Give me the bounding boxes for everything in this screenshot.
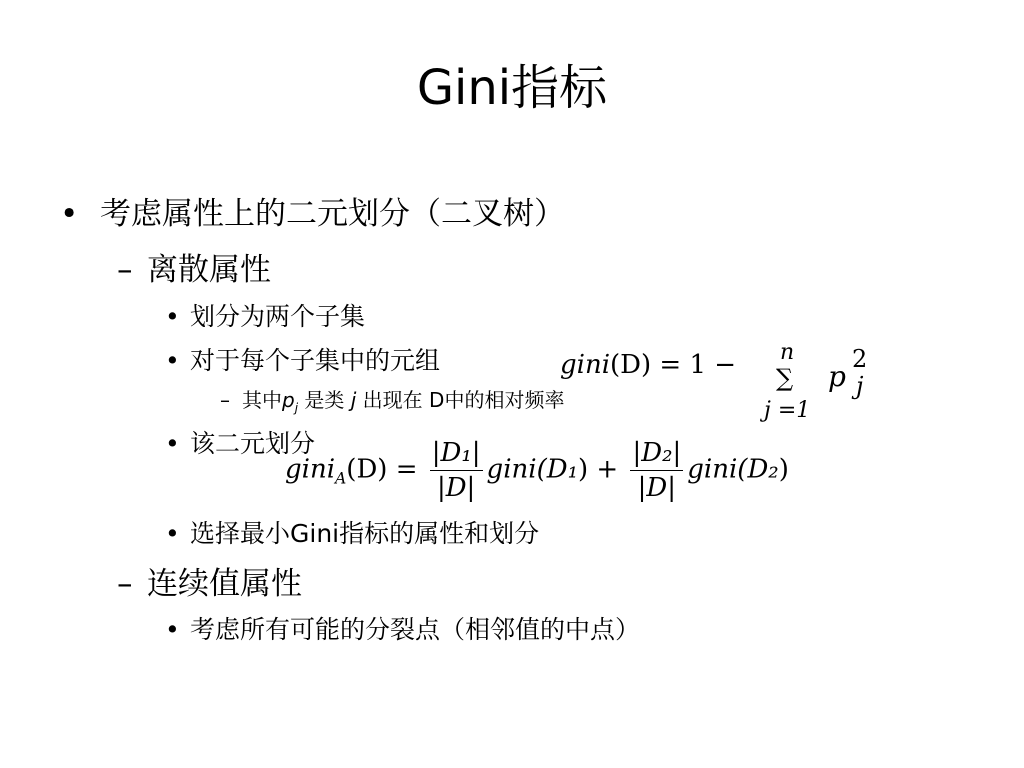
bullet-text: 考虑所有可能的分裂点（相邻值的中点） bbox=[190, 615, 641, 644]
formula-arg: (D) = bbox=[346, 454, 426, 485]
bullet-marker: • bbox=[165, 302, 180, 331]
text-pre: 其中 bbox=[242, 388, 282, 412]
formula-plus: ) + bbox=[578, 454, 627, 485]
bullet-marker: • bbox=[165, 519, 180, 548]
var-j-sub: j bbox=[294, 401, 299, 415]
bullet-text: 连续值属性 bbox=[147, 566, 302, 602]
bullet-text: 对于每个子集中的元组 bbox=[190, 346, 441, 375]
frac-den: |D| bbox=[637, 473, 677, 503]
text-post: 出现在 D中的相对频率 bbox=[356, 388, 565, 412]
bullet-text: 离散属性 bbox=[147, 252, 271, 288]
formula-gini: gini bbox=[285, 454, 336, 485]
sum-symbol: ∑ bbox=[776, 364, 794, 392]
var-p: p bbox=[282, 388, 295, 412]
bullet-text: 考虑属性上的二元划分（二叉树） bbox=[100, 196, 565, 232]
bullet-marker: • bbox=[165, 346, 180, 375]
formula-p-sup: 2 bbox=[852, 345, 868, 373]
bullet-marker: • bbox=[60, 196, 79, 232]
gini-formula bbox=[560, 350, 736, 380]
frac-num: |D₁| bbox=[430, 438, 483, 471]
dash-marker: – bbox=[220, 388, 230, 412]
bullet-each-subset bbox=[165, 341, 440, 377]
sum-top: n bbox=[780, 340, 795, 365]
formula-d2: D₂ bbox=[747, 454, 779, 485]
bullet-marker: • bbox=[165, 615, 180, 644]
bullet-text: 选择最小Gini指标的属性和划分 bbox=[190, 519, 540, 548]
formula-arg: (D) bbox=[610, 350, 652, 380]
fraction-d1 bbox=[430, 438, 483, 503]
bullet-marker: • bbox=[165, 429, 180, 458]
sum-bottom: j =1 bbox=[764, 398, 811, 423]
slide-title: Gini指标 bbox=[416, 60, 608, 116]
formula-close: ) bbox=[778, 454, 789, 485]
gini-a-formula bbox=[285, 438, 789, 503]
bullet-text: 该二元划分 bbox=[190, 429, 316, 458]
formula-p-sub: j bbox=[856, 372, 864, 400]
bullet-continuous bbox=[117, 558, 302, 603]
dash-marker: – bbox=[117, 252, 133, 288]
bullet-level1 bbox=[60, 188, 565, 233]
formula-gini-1: gini( bbox=[486, 454, 547, 485]
bullet-split-points bbox=[165, 610, 640, 646]
formula-p: p bbox=[828, 360, 846, 393]
bullet-min-gini bbox=[165, 514, 539, 550]
frac-den: |D| bbox=[436, 473, 476, 503]
bullet-text: 划分为两个子集 bbox=[190, 302, 366, 331]
formula-gini-2: gini( bbox=[687, 454, 748, 485]
fraction-d2 bbox=[630, 438, 683, 503]
formula-sub-a: A bbox=[335, 469, 347, 488]
formula-d1: D₁ bbox=[546, 454, 578, 485]
text-mid: 是类 bbox=[298, 388, 351, 412]
formula-gini: gini bbox=[560, 350, 611, 380]
bullet-split-two bbox=[165, 297, 365, 333]
bullet-discrete bbox=[117, 244, 271, 289]
formula-eq: = 1 − bbox=[651, 350, 737, 380]
var-j: j bbox=[350, 388, 357, 412]
bullet-pj-definition bbox=[220, 384, 564, 415]
dash-marker: – bbox=[117, 566, 133, 602]
frac-num: |D₂| bbox=[630, 438, 683, 471]
